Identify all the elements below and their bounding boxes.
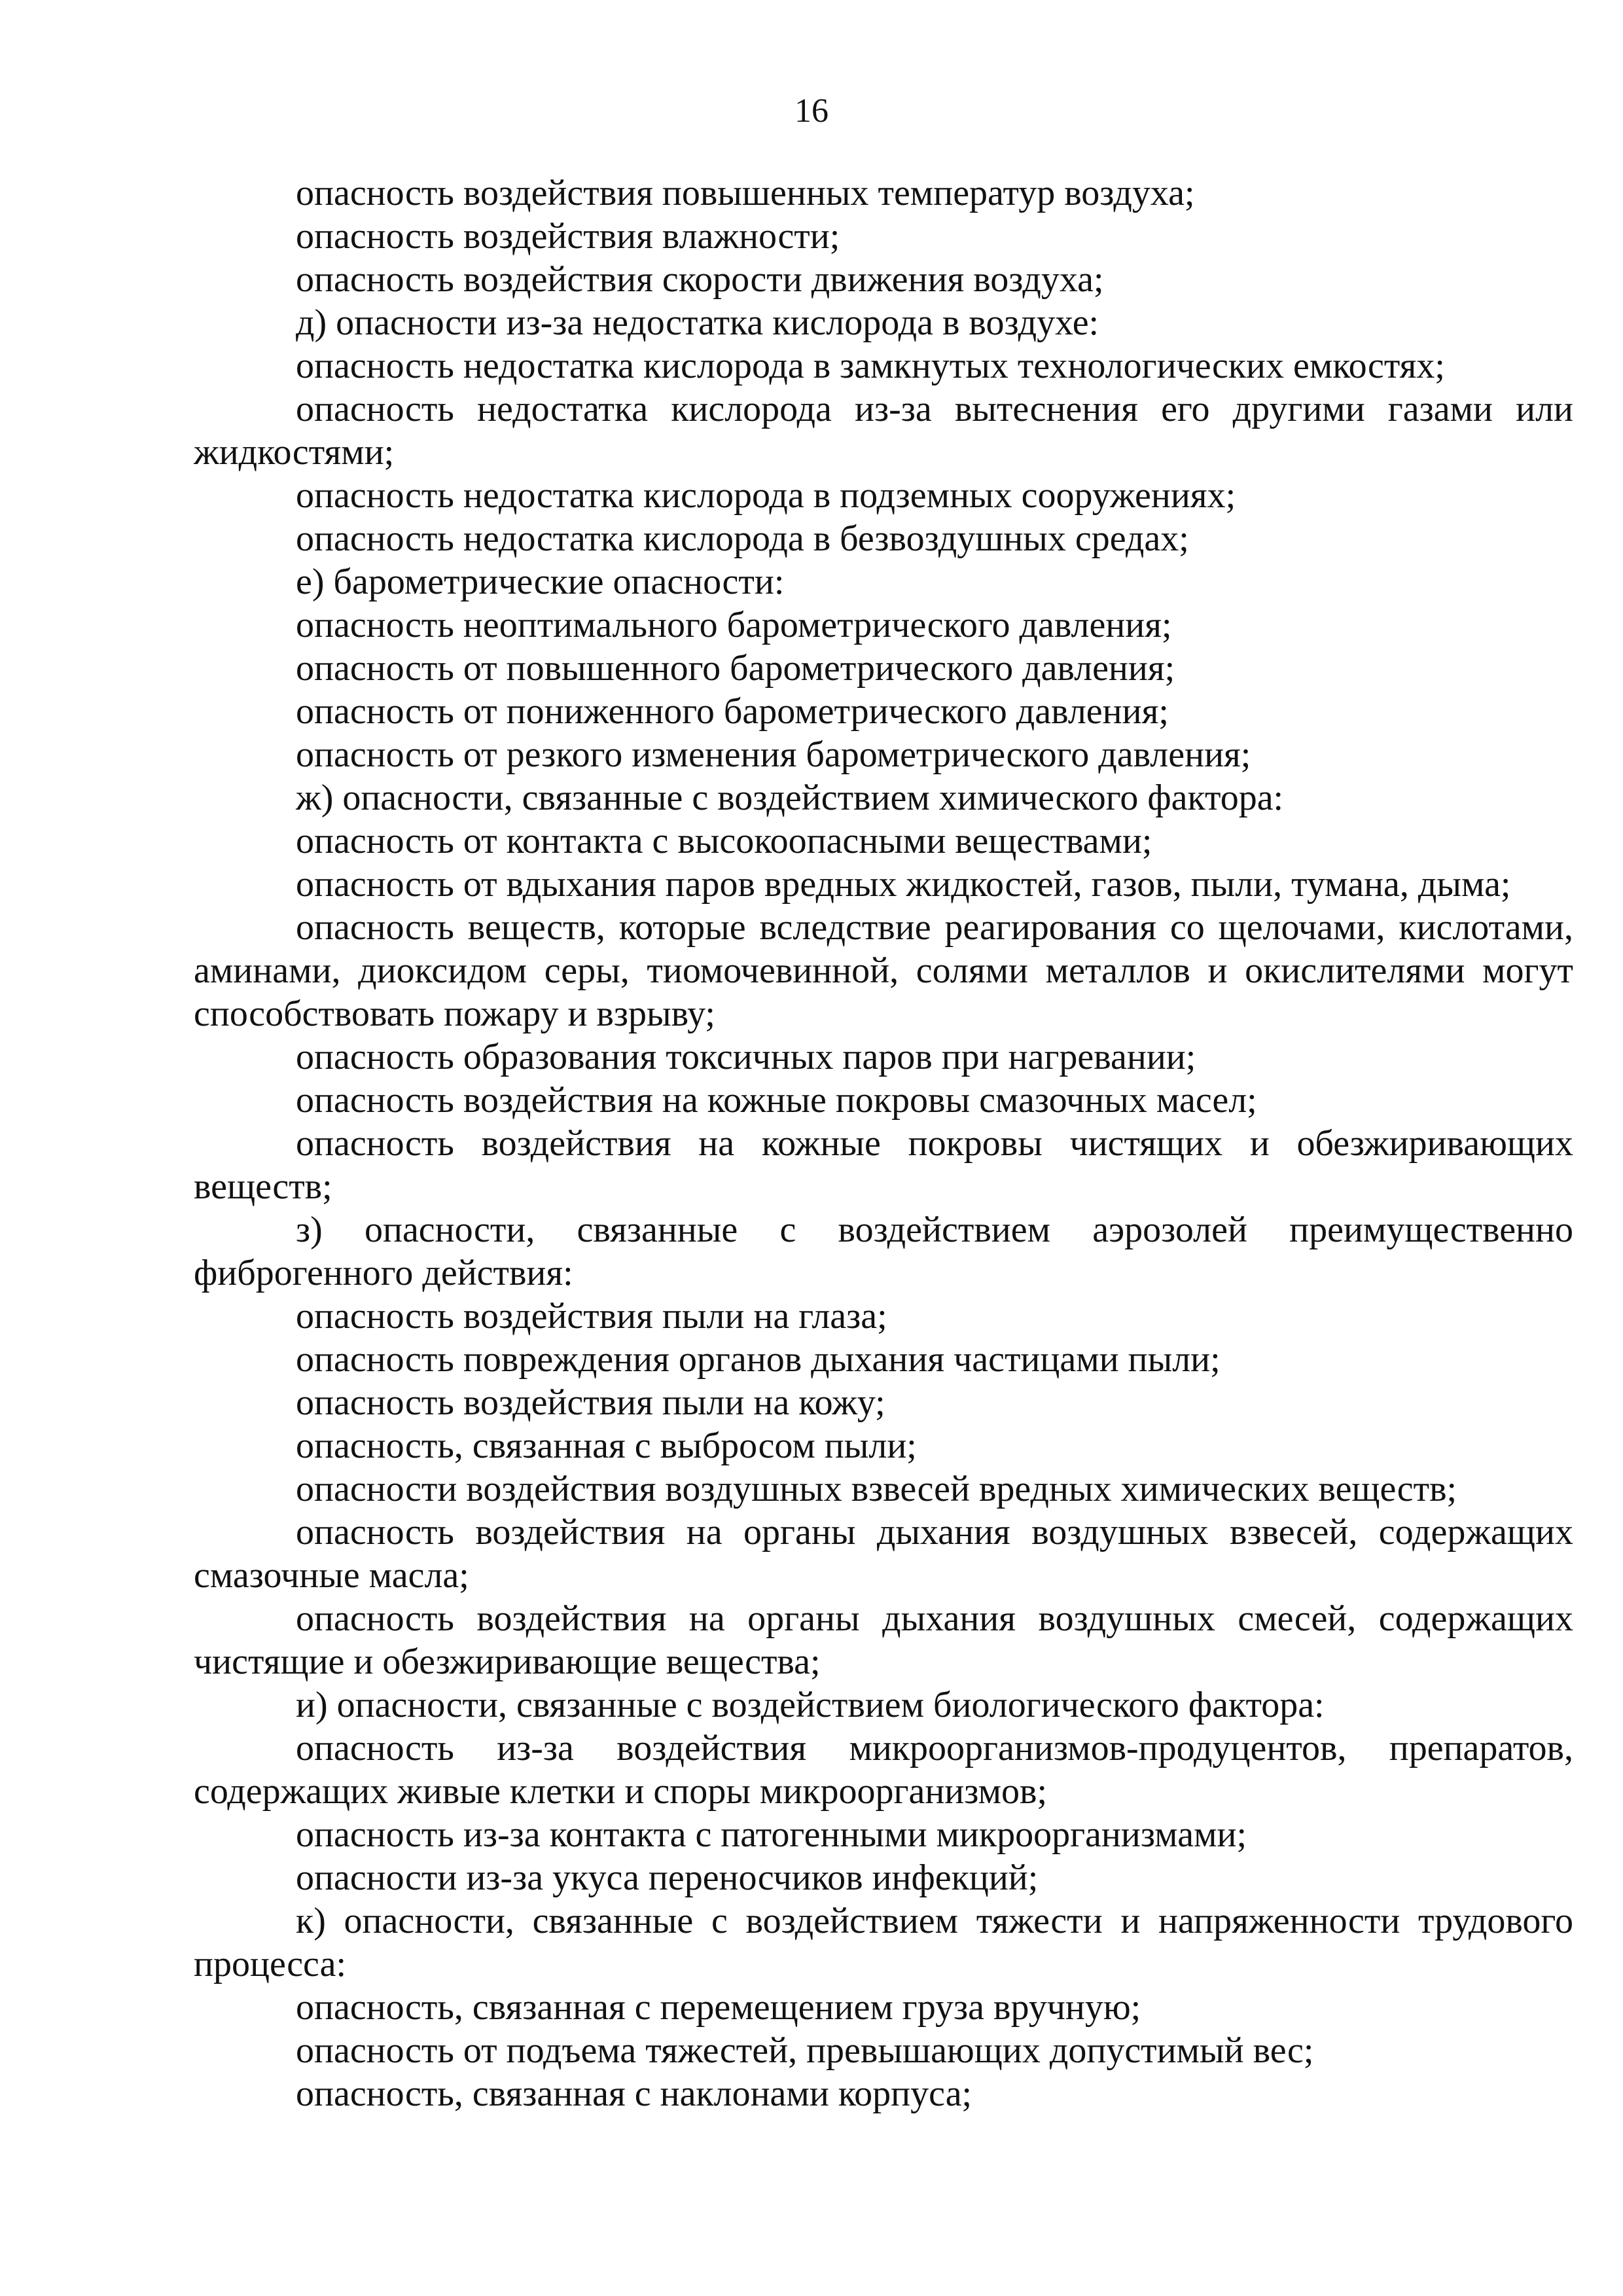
- paragraph: опасность воздействия на кожные покровы смазочных масел;: [296, 1080, 1257, 1121]
- paragraph: опасность воздействия на органы дыхания воздушных смесей, содержащих чистящие и обезжиривающие вещества;: [194, 1598, 1573, 1682]
- paragraph: опасность воздействия влажности;: [296, 216, 840, 257]
- paragraph: опасность воздействия на кожные покровы чистящих и обезжиривающих веществ;: [194, 1123, 1573, 1207]
- paragraph: опасность недостатка кислорода из-за вытеснения его другими газами или жидкостями;: [194, 389, 1573, 473]
- paragraph: опасность воздействия пыли на глаза;: [296, 1296, 887, 1336]
- paragraph: опасность, связанная с перемещением груза вручную;: [296, 1987, 1141, 2028]
- paragraph: опасности из-за укуса переносчиков инфекций;: [296, 1857, 1039, 1898]
- paragraph: опасность от резкого изменения барометрического давления;: [296, 734, 1251, 775]
- paragraph: опасность недостатка кислорода в замкнутых технологических емкостях;: [296, 346, 1445, 386]
- paragraph: опасность воздействия пыли на кожу;: [296, 1382, 885, 1423]
- paragraph: опасность недостатка кислорода в подземных сооружениях;: [296, 475, 1236, 516]
- paragraph: опасность из-за контакта с патогенными микроорганизмами;: [296, 1814, 1247, 1855]
- section-heading-zh: ж) опасности, связанные с воздействием химического фактора:: [296, 778, 1284, 818]
- section-heading-z: з) опасности, связанные с воздействием аэрозолей преимущественно фиброгенного действия:: [194, 1210, 1573, 1293]
- paragraph: опасность воздействия на органы дыхания воздушных взвесей, содержащих смазочные масла;: [194, 1512, 1573, 1596]
- section-heading-d: д) опасности из-за недостатка кислорода в воздухе:: [296, 302, 1099, 343]
- paragraph: опасность от пониженного барометрического давления;: [296, 691, 1169, 732]
- paragraph: опасность недостатка кислорода в безвоздушных средах;: [296, 518, 1189, 559]
- paragraph: опасность из-за воздействия микроорганизмов-продуцентов, препаратов, содержащих живые клетки и споры микроорганизмов;: [194, 1728, 1573, 1812]
- paragraph: опасность неоптимального барометрического давления;: [296, 605, 1172, 645]
- document-body: [194, 171, 1573, 2115]
- section-heading-e: е) барометрические опасности:: [296, 562, 785, 602]
- paragraph: опасность образования токсичных паров при нагревании;: [296, 1037, 1196, 1077]
- paragraph: опасность от вдыхания паров вредных жидкостей, газов, пыли, тумана, дыма;: [296, 864, 1511, 905]
- paragraph: опасность от контакта с высокоопасными веществами;: [296, 821, 1152, 861]
- paragraph: опасность веществ, которые вследствие реагирования со щелочами, кислотами, аминами, диоксидом серы, тиомочевинной, солями металлов и окислителями могут способствовать пожару и взрыву;: [194, 907, 1573, 1034]
- section-heading-k: к) опасности, связанные с воздействием тяжести и напряженности трудового процесса:: [194, 1901, 1573, 1984]
- paragraph: опасность воздействия скорости движения воздуха;: [296, 259, 1104, 300]
- section-heading-i: и) опасности, связанные с воздействием биологического фактора:: [296, 1685, 1325, 1725]
- paragraph: опасность от подъема тяжестей, превышающих допустимый вес;: [296, 2030, 1314, 2071]
- paragraph: опасность, связанная с выбросом пыли;: [296, 1426, 917, 1466]
- page-number: 16: [794, 92, 829, 130]
- paragraph: опасность от повышенного барометрического давления;: [296, 648, 1175, 689]
- paragraph: опасность, связанная с наклонами корпуса;: [296, 2073, 972, 2114]
- paragraph: опасность воздействия повышенных температур воздуха;: [296, 173, 1195, 213]
- paragraph: опасности воздействия воздушных взвесей вредных химических веществ;: [296, 1469, 1457, 1509]
- paragraph: опасность повреждения органов дыхания частицами пыли;: [296, 1339, 1221, 1380]
